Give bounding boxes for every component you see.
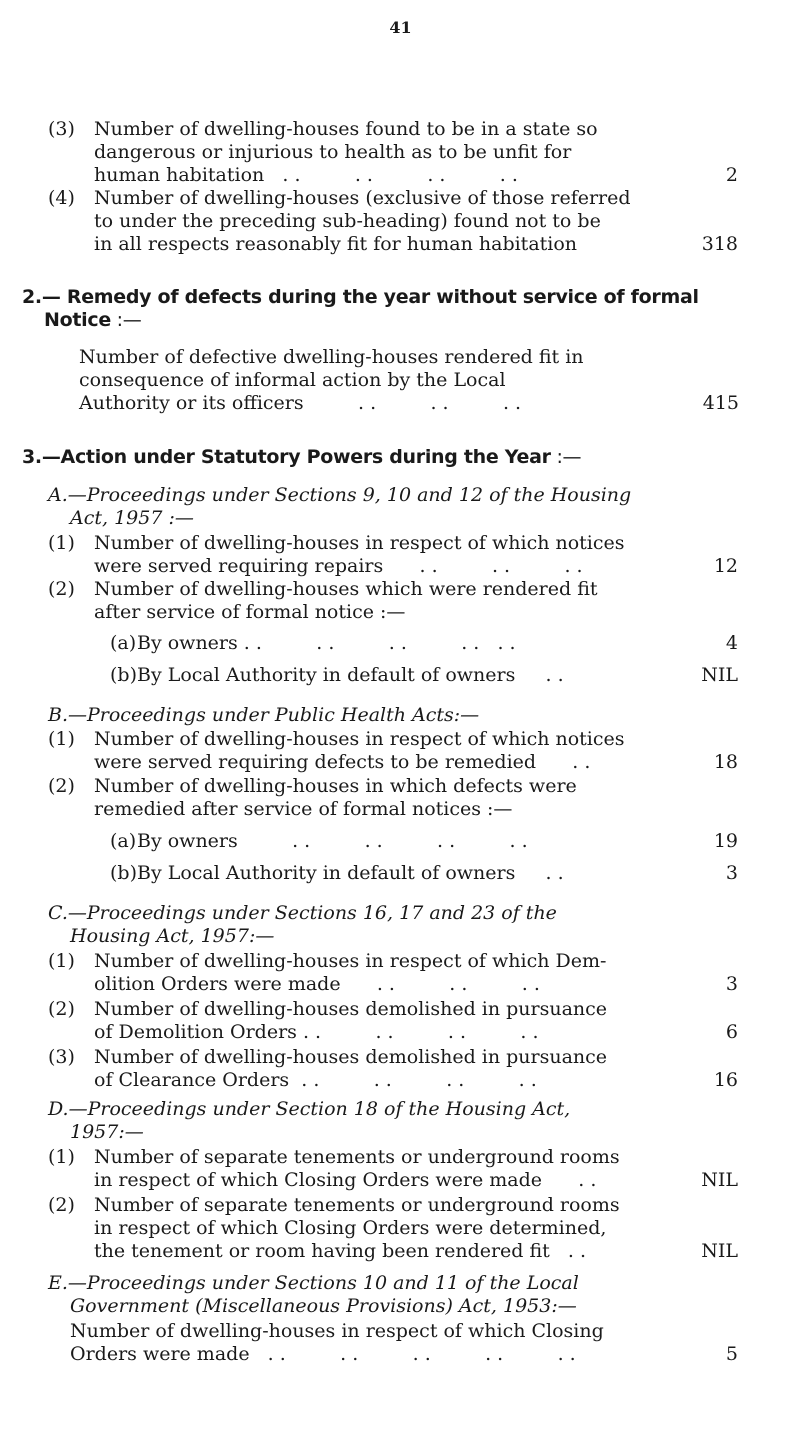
item-text — [79, 346, 639, 415]
title-line: 1957:— — [70, 1121, 144, 1143]
text-line: after service of formal notice :— — [94, 601, 406, 623]
item-label: (1) — [48, 1146, 75, 1168]
section-title: —Action under Statutory Powers during the Year — [41, 446, 551, 468]
sub-text: By owners . . . . . . . . . . — [137, 632, 516, 654]
text-line: the tenement or room having been rendered fit . . — [94, 1240, 587, 1262]
item-text — [94, 998, 658, 1044]
item-value: 18 — [713, 751, 738, 773]
section-title-cont: Notice — [44, 309, 111, 331]
heading-suffix: :— — [550, 446, 582, 468]
item-value: 4 — [725, 632, 738, 654]
item-label: (1) — [48, 728, 75, 750]
text-line: Number of dwelling-houses demolished in pursuance — [94, 1046, 608, 1068]
text-line: Number of dwelling-houses in respect of which Closing — [70, 1320, 604, 1342]
sub-label: (a) — [110, 830, 137, 852]
item-label: (1) — [48, 950, 75, 972]
item-value: 5 — [725, 1343, 738, 1365]
title-line: Housing Act, 1957:— — [70, 925, 275, 947]
text-line: Authority or its officers . . . . . . — [79, 392, 522, 414]
section-number: 2. — [22, 286, 42, 308]
item-text — [94, 1146, 658, 1192]
text-line: of Clearance Orders . . . . . . . . — [94, 1069, 537, 1091]
page-number: 41 — [389, 18, 412, 37]
subsection-title-c — [48, 902, 688, 948]
item-label: (2) — [48, 998, 75, 1020]
section-heading — [22, 286, 742, 332]
text-line: in respect of which Closing Orders were made . . — [94, 1169, 597, 1191]
item-value: 3 — [725, 973, 738, 995]
section-body — [70, 1320, 738, 1366]
section-number: 3. — [22, 446, 42, 468]
item-text — [70, 1320, 630, 1366]
subsection-title-a — [48, 484, 688, 530]
text-line: Number of dwelling-houses demolished in pursuance — [94, 998, 608, 1020]
item-label: (2) — [48, 578, 75, 600]
text-line: dangerous or injurious to health as to be unfit for — [94, 141, 572, 163]
item-value: 318 — [701, 233, 738, 255]
subsection-title-d — [48, 1098, 688, 1144]
title-line: Act, 1957 :— — [70, 507, 194, 529]
item-text — [94, 728, 658, 774]
text-line: in all respects reasonably fit for human habitation — [94, 233, 578, 255]
item-text — [94, 578, 658, 624]
item-label: (4) — [48, 187, 75, 209]
item-text — [94, 532, 658, 578]
text-line: Number of dwelling-houses in respect of which Dem- — [94, 950, 607, 972]
item-label: (2) — [48, 775, 75, 797]
title-line: Government (Miscellaneous Provisions) Act, 1953:— — [70, 1295, 577, 1317]
subsection-title-e — [48, 1272, 688, 1318]
text-line: Number of dwelling-houses (exclusive of those referred — [94, 187, 631, 209]
sub-label: (b) — [110, 664, 137, 686]
sub-label: (a) — [110, 632, 137, 654]
item-value: 12 — [713, 555, 738, 577]
text-line: Number of separate tenements or underground rooms — [94, 1194, 620, 1216]
text-line: were served requiring repairs . . . . . . — [94, 555, 583, 577]
item-text — [94, 187, 658, 256]
item-text — [94, 1046, 658, 1092]
text-line: Orders were made . . . . . . . . . . — [70, 1343, 576, 1365]
item-value: 19 — [713, 830, 738, 852]
item-text — [94, 118, 658, 187]
text-line: were served requiring defects to be remedied . . — [94, 751, 591, 773]
text-line: Number of dwelling-houses found to be in a state so — [94, 118, 598, 140]
title-line: B.—Proceedings under Public Health Acts:— — [48, 704, 480, 726]
text-line: Number of separate tenements or underground rooms — [94, 1146, 620, 1168]
text-line: Number of dwelling-houses in which defects were — [94, 775, 577, 797]
sub-text: By owners . . . . . . . . — [137, 830, 528, 852]
sub-label: (b) — [110, 862, 137, 884]
sub-text: By Local Authority in default of owners . . — [137, 664, 564, 686]
heading-suffix: :— — [110, 309, 142, 331]
item-value: 16 — [713, 1069, 738, 1091]
item-value: 415 — [702, 392, 739, 414]
text-line: Number of dwelling-houses in respect of which notices — [94, 532, 625, 554]
title-line: D.—Proceedings under Section 18 of the Housing Act, — [48, 1098, 571, 1120]
item-label: (1) — [48, 532, 75, 554]
subsection-title-b — [48, 704, 688, 727]
item-value: NIL — [701, 1169, 738, 1191]
text-line: olition Orders were made . . . . . . — [94, 973, 540, 995]
item-label: (3) — [48, 1046, 75, 1068]
text-line: Number of dwelling-houses in respect of which notices — [94, 728, 625, 750]
item-value: 6 — [725, 1021, 738, 1043]
section-title: — Remedy of defects during the year without service of formal — [41, 286, 699, 308]
title-line: E.—Proceedings under Sections 10 and 11 of the Local — [48, 1272, 579, 1294]
item-value: 3 — [725, 862, 738, 884]
item-text — [94, 775, 658, 821]
text-line: Number of defective dwelling-houses rendered fit in — [79, 346, 584, 368]
section-heading — [22, 446, 742, 469]
item-text — [94, 950, 658, 996]
text-line: Number of dwelling-houses which were rendered fit — [94, 578, 598, 600]
section-body — [79, 346, 739, 415]
text-line: human habitation . . . . . . . . — [94, 164, 518, 186]
item-label: (2) — [48, 1194, 75, 1216]
item-value: NIL — [701, 664, 738, 686]
item-value: 2 — [725, 164, 738, 186]
text-line: to under the preceding sub-heading) found not to be — [94, 210, 601, 232]
title-line: C.—Proceedings under Sections 16, 17 and 23 of the — [48, 902, 557, 924]
text-line: in respect of which Closing Orders were determined, — [94, 1217, 607, 1239]
item-text — [94, 1194, 658, 1263]
text-line: consequence of informal action by the Local — [79, 369, 506, 391]
sub-text: By Local Authority in default of owners . . — [137, 862, 564, 884]
item-label: (3) — [48, 118, 75, 140]
text-line: remedied after service of formal notices :— — [94, 798, 513, 820]
title-line: A.—Proceedings under Sections 9, 10 and 12 of the Housing — [48, 484, 632, 506]
text-line: of Demolition Orders . . . . . . . . — [94, 1021, 539, 1043]
item-value: NIL — [701, 1240, 738, 1262]
